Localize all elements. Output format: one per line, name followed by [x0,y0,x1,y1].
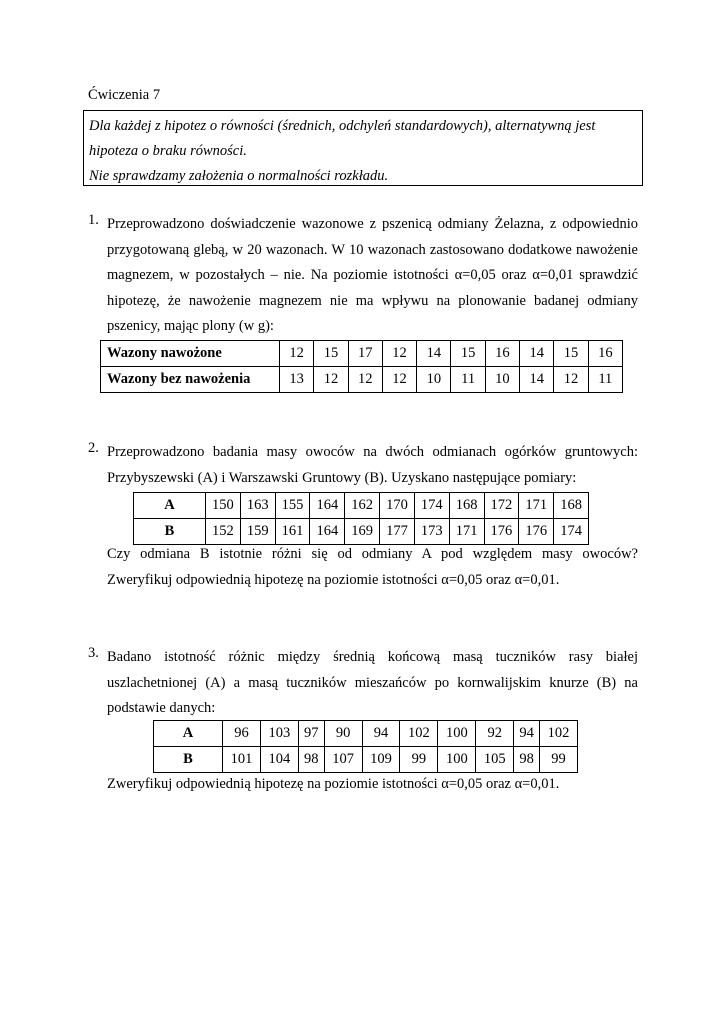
table-cell: 92 [476,721,514,747]
table-cell: 102 [540,721,578,747]
exercise-3-after-text [107,772,638,798]
table-cell: 14 [520,367,554,393]
table-cell: 109 [362,747,400,773]
instruction-line-1: Dla każdej z hipotez o równości (średnich, odchyleń standardowych), alternatywną jest [89,118,596,134]
table-cell: 105 [476,747,514,773]
exercise-2-question [88,542,638,593]
table-cell: 90 [324,721,362,747]
row-label: Wazony nawożone [101,341,280,367]
row-label: Wazony bez nawożenia [101,367,280,393]
table-cell: 152 [206,519,241,545]
table-cell: 94 [514,721,540,747]
table-cell: 99 [400,747,438,773]
table-cell: 10 [417,367,451,393]
table-row [154,747,578,773]
table-cell: 15 [554,341,588,367]
table-cell: 164 [310,493,345,519]
table-cell: 102 [400,721,438,747]
exercise-2-line: Przeprowadzono badania masy owoców na dwóch odmianach ogórków gruntowych: [107,444,638,460]
table-cell: 155 [275,493,310,519]
table-cell: 101 [223,747,261,773]
instruction-line-3: Nie sprawdzamy założenia o normalności rozkładu. [89,168,389,184]
table-cell: 150 [206,493,241,519]
table-cell: 169 [345,519,380,545]
table-cell: 98 [298,747,324,773]
table-cell: 103 [260,721,298,747]
exercise-3-table [153,720,578,773]
table-cell: 16 [485,341,519,367]
exercise-1-line: magnezem, w pozostałych – nie. Na poziomie istotności α=0,05 oraz α=0,01 sprawdzić [107,267,638,283]
table-cell: 104 [260,747,298,773]
exercise-3-after-line: Zweryfikuj odpowiednią hipotezę na poziomie istotności α=0,05 oraz α=0,01. [107,776,560,792]
table-cell: 15 [451,341,485,367]
page-title: Ćwiczenia 7 [88,87,161,103]
exercise-1-number: 1. [88,212,99,228]
table-cell: 12 [554,367,588,393]
table-cell: 100 [438,721,476,747]
table-cell: 94 [362,721,400,747]
table-cell: 10 [485,367,519,393]
table-cell: 17 [348,341,382,367]
exercise-2-after-text [107,542,638,593]
row-label: A [154,721,223,747]
table-cell: 16 [588,341,622,367]
exercise-3-question [88,772,638,798]
exercise-2-after-line: Czy odmiana B istotnie różni się od odmiany A pod względem masy owoców? [107,546,638,562]
exercise-3-line: podstawie danych: [107,700,216,716]
exercise-3-line: uszlachetnionej (A) a masą tuczników mieszańców po kornwalijskim knurze (B) na [107,674,638,691]
row-label: A [134,493,206,519]
table-cell: 171 [519,493,554,519]
table-cell: 174 [414,493,449,519]
table-cell: 11 [451,367,485,393]
table-cell: 177 [380,519,415,545]
table-cell: 12 [348,367,382,393]
table-cell: 174 [554,519,589,545]
table-cell: 168 [449,493,484,519]
exercise-1-line: pszenicy, mając plony (w g): [107,318,274,334]
row-label: B [134,519,206,545]
table-cell: 100 [438,747,476,773]
exercise-1-line: Przeprowadzono doświadczenie wazonowe z pszenicą odmiany Żelazna, z odpowiednio [107,216,638,232]
exercise-1-line: przygotowaną glebą, w 20 wazonach. W 10 wazonach zastosowano dodatkowe nawożenie [107,241,638,258]
table-cell: 14 [417,341,451,367]
table-cell: 170 [380,493,415,519]
table-cell: 12 [280,341,314,367]
exercise-3 [88,645,638,722]
exercise-1 [88,212,638,340]
table-cell: 99 [540,747,578,773]
table-cell: 12 [382,367,416,393]
row-label: B [154,747,223,773]
exercise-3-line: Badano istotność różnic między średnią końcową masą tuczników rasy białej [107,649,638,665]
table-row [134,519,589,545]
table-cell: 14 [520,341,554,367]
table-cell: 97 [298,721,324,747]
exercise-1-table [100,340,623,393]
table-cell: 173 [414,519,449,545]
instruction-box [83,110,643,186]
table-cell: 12 [314,367,348,393]
table-cell: 171 [449,519,484,545]
table-cell: 107 [324,747,362,773]
exercise-2-line: Przybyszewski (A) i Warszawski Gruntowy (B). Uzyskano następujące pomiary: [107,469,577,486]
exercise-2-number: 2. [88,440,99,456]
table-row [101,341,623,367]
exercise-3-number: 3. [88,645,99,661]
table-cell: 164 [310,519,345,545]
exercise-2 [88,440,638,491]
exercise-2-table [133,492,589,545]
instruction-line-2: hipoteza o braku równości. [89,143,247,159]
exercise-1-line: hipotezę, że nawożenie magnezem nie ma wpływu na plonowanie badanej odmiany [107,292,638,309]
exercise-3-text [107,645,638,722]
table-cell: 168 [554,493,589,519]
table-row [154,721,578,747]
table-row [134,493,589,519]
exercise-2-text [107,440,638,491]
table-cell: 176 [519,519,554,545]
table-cell: 98 [514,747,540,773]
table-cell: 163 [240,493,275,519]
table-cell: 172 [484,493,519,519]
table-cell: 162 [345,493,380,519]
table-cell: 11 [588,367,622,393]
exercise-2-after-line: Zweryfikuj odpowiednią hipotezę na poziomie istotności α=0,05 oraz α=0,01. [107,571,560,588]
table-cell: 159 [240,519,275,545]
table-cell: 12 [382,341,416,367]
table-cell: 96 [223,721,261,747]
table-cell: 13 [280,367,314,393]
exercise-1-text [107,212,638,340]
table-cell: 176 [484,519,519,545]
table-cell: 161 [275,519,310,545]
table-cell: 15 [314,341,348,367]
table-row [101,367,623,393]
